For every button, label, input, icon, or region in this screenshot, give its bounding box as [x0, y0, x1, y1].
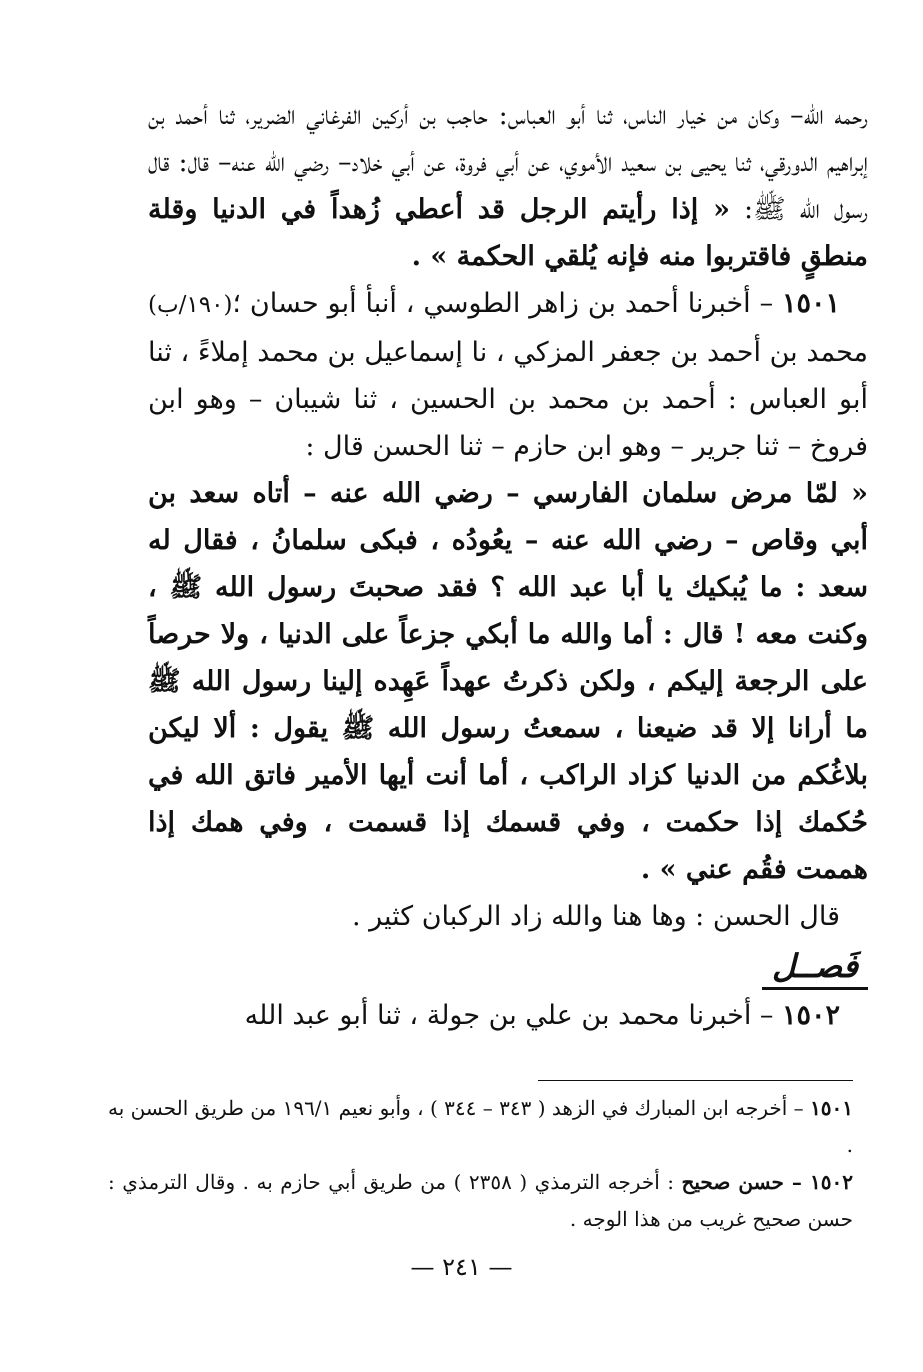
isnad-text-continued: محمد بن أحمد بن جعفر المزكي ، نا إسماعيل بن محمد إملاءً ، ثنا أبو العباس : أحمد بن محمد بن الحسين ، ثنا شيبان – وهو ابن فروخ – ثنا جرير – وهو ابن حازم – ثنا الحسن قال :: [148, 337, 868, 462]
footnote-number: ١٥٠٢: [810, 1170, 853, 1194]
hadith-text: « إذا رأيتم الرجل قد أعطي زُهداً في الدنيا وقلة منطقٍ فاقتربوا منه فإنه يُلقي الحكمة » .: [148, 194, 868, 272]
section-heading: [148, 940, 868, 992]
hadith-1501-closing: قال الحسن : وها هنا والله زاد الركبان كثير .: [351, 901, 840, 932]
hadith-1502: [148, 992, 868, 1039]
hadith-number: ١٥٠٢: [781, 1000, 840, 1031]
paragraph-isnad-1: [148, 92, 868, 280]
footnote-grade: – حسن صحيح: [681, 1170, 811, 1194]
footnote-1502: [108, 1164, 853, 1238]
isnad-text: – أخبرنا أحمد بن زاهر الطوسي ، أنبأ أبو حسان ؛: [232, 288, 782, 319]
hadith-number: ١٥٠١: [781, 288, 840, 319]
footnote-number: ١٥٠١: [810, 1096, 854, 1120]
footnotes: [108, 1090, 853, 1238]
isnad-text: رحمه الله– وكان من خيار الناس، ثنا أبو العباس: حاجب بن أركين الفرغاني الضرير، ثنا أحمد بن إبراهيم الدورقي، ثنا يحيى بن سعيد الأموي، عن أبي فروة، عن أبي خلاد– رضي الله عنه– قال: قال رسول الله ﷺ:: [148, 100, 868, 225]
footnote-text: : أخرجه الترمذي ( ٢٣٥٨ ) من طريق أبي حازم به . وقال الترمذي : حسن صحيح غريب من هذا الوجه .: [108, 1170, 853, 1231]
main-text: [148, 92, 868, 1039]
section-heading-text: فَصــل: [762, 947, 868, 990]
footnote-1501: [108, 1090, 853, 1164]
page-number: — ٢٤١ —: [410, 1253, 513, 1281]
footnote-divider: [538, 1080, 853, 1081]
hadith-1501-matn: « لمّا مرض سلمان الفارسي – رضي الله عنه – أتاه سعد بن أبي وقاص – رضي الله عنه – يعُودُه ، فبكى سلمانُ ، فقال له سعد : ما يُبكيك يا أبا عبد الله ؟ فقد صحبتَ رسول الله ﷺ ، وكنت معه ! قال : أما والله ما أبكي جزعاً على الدنيا ، ولا حرصاً على الرجعة إليكم ، ولكن ذكرتُ عهداً عَهِده إلينا رسول الله ﷺ ما أرانا إلا قد ضيعنا ، سمعتُ رسول الله ﷺ يقول : ألا ليكن بلاغُكم من الدنيا كزاد الراكب ، أما أنت أيها الأمير فاتق الله في حُكمك إذا حكمت ، وفي قسمك إذا قسمت ، وفي همك إذا هممت فقُم عني » .: [148, 478, 868, 885]
hadith-1501: [148, 280, 868, 470]
isnad-text: – أخبرنا محمد بن علي بن جولة ، ثنا أبو عبد الله: [244, 1000, 782, 1031]
footnote-text: – أخرجه ابن المبارك في الزهد ( ٣٤٣ – ٣٤٤ ) ، وأبو نعيم ١٩٦/١ من طريق الحسن به .: [108, 1096, 853, 1157]
manuscript-folio-ref: (١٩٠/ب): [148, 292, 233, 318]
